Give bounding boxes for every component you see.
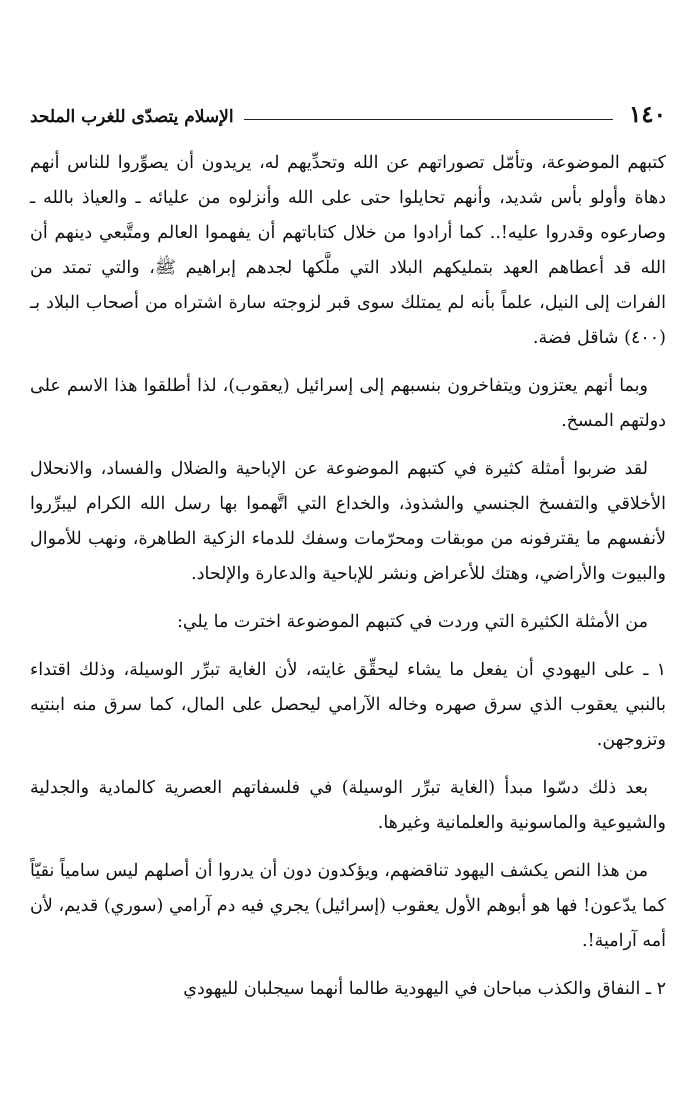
paragraph-3: لقد ضربوا أمثلة كثيرة في كتبهم الموضوعة عن الإباحية والضلال والفساد، والانحلال الأخلاقي والتفسخ الجنسي والشذوذ، والخداع التي اتَّهموا بها رسل الله الكرام ليبرِّروا لأنفسهم ما يقترفونه من موبقات ومحرّمات وسفك للدماء الزكية الطاهرة، ونهب للأموال والبيوت والأراضي، وهتك للأعراض ونشر للإباحية والدعارة والإلحاد. <box>30 459 666 584</box>
page-body <box>30 146 666 1020</box>
list-item-1: ١ ـ على اليهودي أن يفعل ما يشاء ليحقِّق غايته، لأن الغاية تبرِّر الوسيلة، وذلك اقتداء بالنبي يعقوب الذي سرق صهره وخاله الآرامي ليحصل على المال، كما سرق منه ابنتيه وتزوجهن. <box>30 660 666 750</box>
paragraph-5: بعد ذلك دسّوا مبدأ (الغاية تبرِّر الوسيلة) في فلسفاتهم العصرية كالمادية والجدلية والشيوعية والماسونية والعلمانية وغيرها. <box>30 778 666 833</box>
page-header <box>30 86 666 126</box>
paragraph-2: وبما أنهم يعتزون ويتفاخرون بنسبهم إلى إسرائيل (يعقوب)، لذا أطلقوا هذا الاسم على دولتهم المسخ. <box>30 376 666 431</box>
paragraph-6: من هذا النص يكشف اليهود تناقضهم، ويؤكدون دون أن يدروا أن أصلهم ليس سامياً نقيّاً كما يدّعون! فها هو أبوهم الأول يعقوب (إسرائيل) يجري فيه دم آرامي (سوري) قديم، لأن أمه آرامية!. <box>30 861 666 951</box>
book-page <box>30 0 666 1110</box>
page-number: ١٤٠ <box>628 101 666 128</box>
header-rule <box>244 119 613 120</box>
paragraph-4: من الأمثلة الكثيرة التي وردت في كتبهم الموضوعة اخترت ما يلي: <box>176 612 648 632</box>
list-item-2: ٢ ـ النفاق والكذب مباحان في اليهودية طالما أنهما سيجلبان لليهودي <box>183 979 666 999</box>
running-title: الإسلام يتصدّى للغرب الملحد <box>30 107 234 127</box>
paragraph-1: كتبهم الموضوعة، وتأمّل تصوراتهم عن الله وتحدِّيهم له، يريدون أن يصوِّروا للناس أنهم دهاة وأولو بأس شديد، وأنهم تحايلوا حتى على الله وأنزلوه من عليائه ـ والعياذ بالله ـ وصارعوه وقدروا عليه!.. كما أرادوا من خلال كتاباتهم أن يفهموا العالم ومتَّبعي دينهم أن الله قد أعطاهم العهد بتمليكهم البلاد التي ملَّكها لجدهم إبراهيم ﷺ، والتي تمتد من الفرات إلى النيل، علماً بأنه لم يمتلك سوى قبر لزوجته سارة اشتراه من أصحاب البلاد بـ (٤٠٠) شاقل فضة. <box>30 153 666 348</box>
